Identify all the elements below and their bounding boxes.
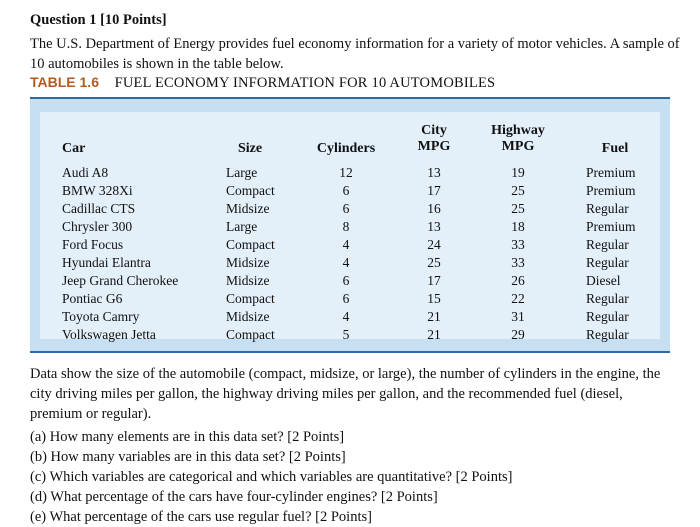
table-row-fuel: Diesel xyxy=(586,273,621,288)
table-row-size: Midsize xyxy=(226,201,270,216)
table-caption xyxy=(30,74,495,92)
table-row-highway-mpg: 31 xyxy=(511,309,525,324)
table-row-cylinders: 6 xyxy=(342,291,350,306)
table-row-size: Midsize xyxy=(226,309,270,324)
header-city-line2: MPG xyxy=(417,139,451,154)
question-title: Question 1 [10 Points] xyxy=(30,12,167,28)
table-row-fuel: Premium xyxy=(586,165,636,180)
table-row-cylinders: 6 xyxy=(342,201,350,216)
table-title: FUEL ECONOMY INFORMATION FOR 10 AUTOMOBILES xyxy=(114,75,496,91)
table-row-size: Compact xyxy=(226,291,275,306)
table-row-cylinders: 4 xyxy=(342,237,350,252)
table-row-size: Compact xyxy=(226,237,275,252)
table-row-fuel: Regular xyxy=(586,327,629,342)
header-fuel: Fuel xyxy=(601,141,629,156)
table-row-city-mpg: 17 xyxy=(427,273,441,288)
header-car: Car xyxy=(62,141,86,156)
question-part-c: (c) Which variables are categorical and which variables are quantitative? [2 Points] xyxy=(30,469,513,485)
table-row-city-mpg: 13 xyxy=(427,219,441,234)
table-row-fuel: Regular xyxy=(586,291,629,306)
question-part-d: (d) What percentage of the cars have four-cylinder engines? [2 Points] xyxy=(30,489,438,505)
header-city-mpg xyxy=(408,123,460,155)
table-row-car: Chrysler 300 xyxy=(62,219,133,234)
question-part-e: (e) What percentage of the cars use regular fuel? [2 Points] xyxy=(30,509,372,525)
table-row-fuel: Premium xyxy=(586,219,636,234)
table-row-size: Large xyxy=(226,165,258,180)
table-row-size: Large xyxy=(226,219,258,234)
table-row-size: Compact xyxy=(226,183,275,198)
table-row-highway-mpg: 29 xyxy=(511,327,525,342)
header-highway-line2: MPG xyxy=(501,139,535,154)
header-city-line1: City xyxy=(421,123,447,138)
column-cylinders xyxy=(322,164,370,344)
table-row-car: Hyundai Elantra xyxy=(62,255,151,270)
header-highway-mpg xyxy=(483,123,553,155)
table-row-cylinders: 6 xyxy=(342,183,350,198)
table-row-city-mpg: 21 xyxy=(427,309,441,324)
question-part-b: (b) How many variables are in this data set? [2 Points] xyxy=(30,449,346,465)
table-row-city-mpg: 16 xyxy=(427,201,441,216)
table-row-cylinders: 6 xyxy=(342,273,350,288)
table-row-highway-mpg: 18 xyxy=(511,219,525,234)
table-row-city-mpg: 24 xyxy=(427,237,441,252)
table-row-car: Jeep Grand Cherokee xyxy=(62,273,179,288)
column-fuel xyxy=(586,164,636,344)
table-row-size: Midsize xyxy=(226,255,270,270)
table-row-car: Ford Focus xyxy=(62,237,124,252)
table-row-fuel: Regular xyxy=(586,201,629,216)
table-row-fuel: Regular xyxy=(586,309,629,324)
table-row-fuel: Premium xyxy=(586,183,636,198)
table-row-car: BMW 328Xi xyxy=(62,183,133,198)
table-row-highway-mpg: 26 xyxy=(511,273,525,288)
column-size xyxy=(226,164,275,344)
question-intro: The U.S. Department of Energy provides fuel economy information for a variety of motor vehicles. A sample of 10 automobiles is shown in the table below. xyxy=(30,36,680,72)
table-row-city-mpg: 13 xyxy=(427,165,441,180)
description-text: Data show the size of the automobile (compact, midsize, or large), the number of cylinders in the engine, the city driving miles per gallon, the highway driving miles per gallon, and the recommended fuel (diesel, premium or regular). xyxy=(30,366,661,422)
table-row-car: Audi A8 xyxy=(62,165,109,180)
header-cylinders: Cylinders xyxy=(316,141,376,156)
data-description xyxy=(30,364,678,424)
table-row-car: Toyota Camry xyxy=(62,309,140,324)
table-bottom-rule xyxy=(30,351,670,353)
table-row-highway-mpg: 22 xyxy=(511,291,525,306)
table-row-cylinders: 8 xyxy=(342,219,350,234)
question-parts xyxy=(30,427,512,527)
table-row-city-mpg: 21 xyxy=(427,327,441,342)
column-highway-mpg xyxy=(494,164,542,344)
table-row-highway-mpg: 33 xyxy=(511,237,525,252)
table-row-cylinders: 12 xyxy=(339,165,353,180)
column-car xyxy=(62,164,178,344)
table-row-car: Cadillac CTS xyxy=(62,201,136,216)
table-row-fuel: Regular xyxy=(586,237,629,252)
header-highway-line1: Highway xyxy=(491,123,545,138)
table-row-size: Compact xyxy=(226,327,275,342)
table-row-cylinders: 4 xyxy=(342,309,350,324)
column-city-mpg xyxy=(410,164,458,344)
table-label: TABLE 1.6 xyxy=(30,74,99,90)
table-row-city-mpg: 15 xyxy=(427,291,441,306)
table-row-cylinders: 4 xyxy=(342,255,350,270)
question-part-a: (a) How many elements are in this data set? [2 Points] xyxy=(30,429,345,445)
table-row-highway-mpg: 25 xyxy=(511,183,525,198)
table-row-highway-mpg: 33 xyxy=(511,255,525,270)
header-size: Size xyxy=(238,141,263,156)
table-row-cylinders: 5 xyxy=(342,327,350,342)
table-row-highway-mpg: 19 xyxy=(511,165,525,180)
table-row-fuel: Regular xyxy=(586,255,629,270)
table-row-car: Pontiac G6 xyxy=(62,291,123,306)
table-row-car: Volkswagen Jetta xyxy=(62,327,156,342)
table-row-city-mpg: 25 xyxy=(427,255,441,270)
table-row-city-mpg: 17 xyxy=(427,183,441,198)
table-row-highway-mpg: 25 xyxy=(511,201,525,216)
table-row-size: Midsize xyxy=(226,273,270,288)
